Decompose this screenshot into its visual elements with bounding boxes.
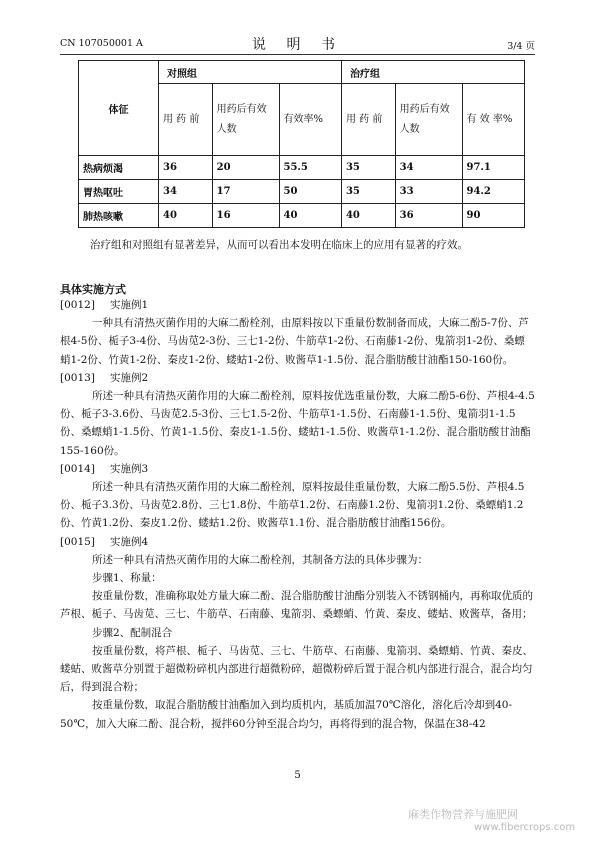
sub-header-rate: 有 效 率% bbox=[462, 84, 525, 156]
paragraph-label bbox=[60, 533, 535, 551]
table-note: 治疗组和对照组有显著差异，从而可以看出本发明在临床上的应用有显著的疗效。 bbox=[90, 239, 468, 251]
sub-header-effective: 用药后有效人数 bbox=[212, 84, 279, 156]
paragraph-tag: [0013] bbox=[60, 371, 95, 384]
cell: 33 bbox=[395, 180, 462, 204]
paragraph-tag: [0012] bbox=[60, 299, 95, 311]
page-number: 5 bbox=[294, 770, 301, 781]
example-label: 实施例4 bbox=[110, 535, 149, 548]
step-heading: 步骤2、配制混合 bbox=[92, 626, 173, 639]
cell: 34 bbox=[395, 156, 462, 180]
page-header bbox=[60, 34, 535, 53]
cell: 34 bbox=[158, 180, 212, 204]
results-table bbox=[78, 60, 525, 228]
paragraph-label bbox=[60, 460, 535, 478]
cell: 40 bbox=[279, 204, 341, 228]
step-text: 按重量份数，取混合脂肪酸甘油酯加入到均质机内，基质加温70℃溶化，溶化后冷却到40-50℃，加入大麻二酚、混合粉，搅拌60分钟至混合均匀，再将得到的混合物，保温在38-42 bbox=[60, 699, 513, 730]
cell: 36 bbox=[158, 156, 212, 180]
cell: 35 bbox=[341, 156, 395, 180]
cell: 97.1 bbox=[462, 156, 525, 180]
row-symptom: 热病烦渴 bbox=[79, 156, 159, 180]
cell: 55.5 bbox=[279, 156, 341, 180]
sub-header-before: 用 药 前 bbox=[341, 84, 395, 156]
control-group-header: 对照组 bbox=[158, 61, 341, 84]
doc-title: 说 明 书 bbox=[252, 37, 343, 53]
symptom-header: 体征 bbox=[79, 61, 159, 156]
paragraph-tag: [0015] bbox=[60, 535, 95, 548]
doc-id: CN 107050001 A bbox=[60, 38, 143, 49]
cell: 94.2 bbox=[462, 180, 525, 204]
paragraph-tag: [0014] bbox=[60, 462, 95, 475]
cell: 40 bbox=[341, 204, 395, 228]
header-divider bbox=[60, 54, 535, 55]
cell: 40 bbox=[158, 204, 212, 228]
table-row bbox=[79, 156, 525, 180]
page-of: 3/4 页 bbox=[507, 41, 535, 52]
example-label: 实施例1 bbox=[110, 299, 149, 311]
watermark-url: www.fibercrops.com bbox=[474, 822, 576, 833]
sub-header-rate: 有效率% bbox=[279, 84, 341, 156]
paragraph: 所述一种具有清热灭菌作用的大麻二酚栓剂，原料按优选重量份数，大麻二酚5-6份、芦根4-4.5份、栀子3-3.6份、马齿苋2.5-3份、三七1.5-2份、牛筋草1-1.5份、石南藤1-1.5份、鬼箭羽1-1.5份、桑螵蛸1-1.5份、竹黄1-1.5份、秦皮1-1.5份、蝼蛄1-1.5份、败酱草1-1.2份、混合脂肪酸甘油酯155-160份。 bbox=[60, 390, 535, 457]
cell: 20 bbox=[212, 156, 279, 180]
sub-header-before: 用 药 前 bbox=[158, 84, 212, 156]
example-label: 实施例3 bbox=[110, 462, 149, 475]
cell: 90 bbox=[462, 204, 525, 228]
cell: 17 bbox=[212, 180, 279, 204]
example-label: 实施例2 bbox=[110, 371, 149, 384]
body-text bbox=[60, 296, 535, 733]
step-text: 按重量份数，将芦根、栀子、马齿苋、三七、牛筋草、石南藤、鬼箭羽、桑螵蛸、竹黄、秦皮、蝼蛄、败酱草分别置于超微粉碎机内部进行超微粉碎，超微粉碎后置于混合机内部进行混合，混合均匀后，得到混合粉； bbox=[60, 644, 533, 694]
cell: 36 bbox=[395, 204, 462, 228]
paragraph: 所述一种具有清热灭菌作用的大麻二酚栓剂，原料按最佳重量份数，大麻二酚5.5份、芦根4.5份、栀子3.3份、马齿苋2.8份、三七1.8份、牛筋草1.2份、石南藤1.2份、鬼箭羽1.2份、桑螵蛸1.2份、竹黄1.2份、秦皮1.2份、蝼蛄1.2份、败酱草1.1份、混合脂肪酸甘油酯156份。 bbox=[60, 481, 525, 530]
treatment-group-header: 治疗组 bbox=[341, 61, 524, 84]
cell: 16 bbox=[212, 204, 279, 228]
watermark-text: 麻类作物营养与施肥网 bbox=[408, 808, 518, 821]
section-title: 具体实施方式 bbox=[60, 283, 126, 296]
paragraph-label bbox=[60, 369, 535, 387]
row-symptom: 肺热咳嗽 bbox=[79, 204, 159, 228]
row-symptom: 胃热呕吐 bbox=[79, 180, 159, 204]
table-row bbox=[79, 204, 525, 228]
sub-header-effective: 用药后有效人数 bbox=[395, 84, 462, 156]
step-heading: 步骤1、称量： bbox=[92, 572, 162, 585]
cell: 35 bbox=[341, 180, 395, 204]
cell: 50 bbox=[279, 180, 341, 204]
paragraph: 一种具有清热灭菌作用的大麻二酚栓剂，由原料按以下重量份数制备而成，大麻二酚5-7份、芦根4-5份、栀子3-4份、马齿苋2-3份、三七1-2份、牛筋草1-2份、石南藤1-2份、鬼箭羽1-2份、桑螵蛸1-2份、竹黄1-2份、秦皮1-2份、蝼蛄1-2份、败酱草1-1.5份、混合脂肪酸甘油酯150-160份。 bbox=[60, 317, 529, 366]
table-row bbox=[79, 180, 525, 204]
paragraph: 所述一种具有清热灭菌作用的大麻二酚栓剂，其制备方法的具体步骤为： bbox=[92, 553, 428, 566]
paragraph-label bbox=[60, 296, 535, 314]
step-text: 按重量份数，准确称取处方量大麻二酚、混合脂肪酸甘油酯分别装入不锈钢桶内，再称取优质的芦根、栀子、马齿苋、三七、牛筋草、石南藤、鬼箭羽、桑螵蛸、竹黄、秦皮、蝼蛄、败酱草，备用； bbox=[60, 590, 533, 621]
